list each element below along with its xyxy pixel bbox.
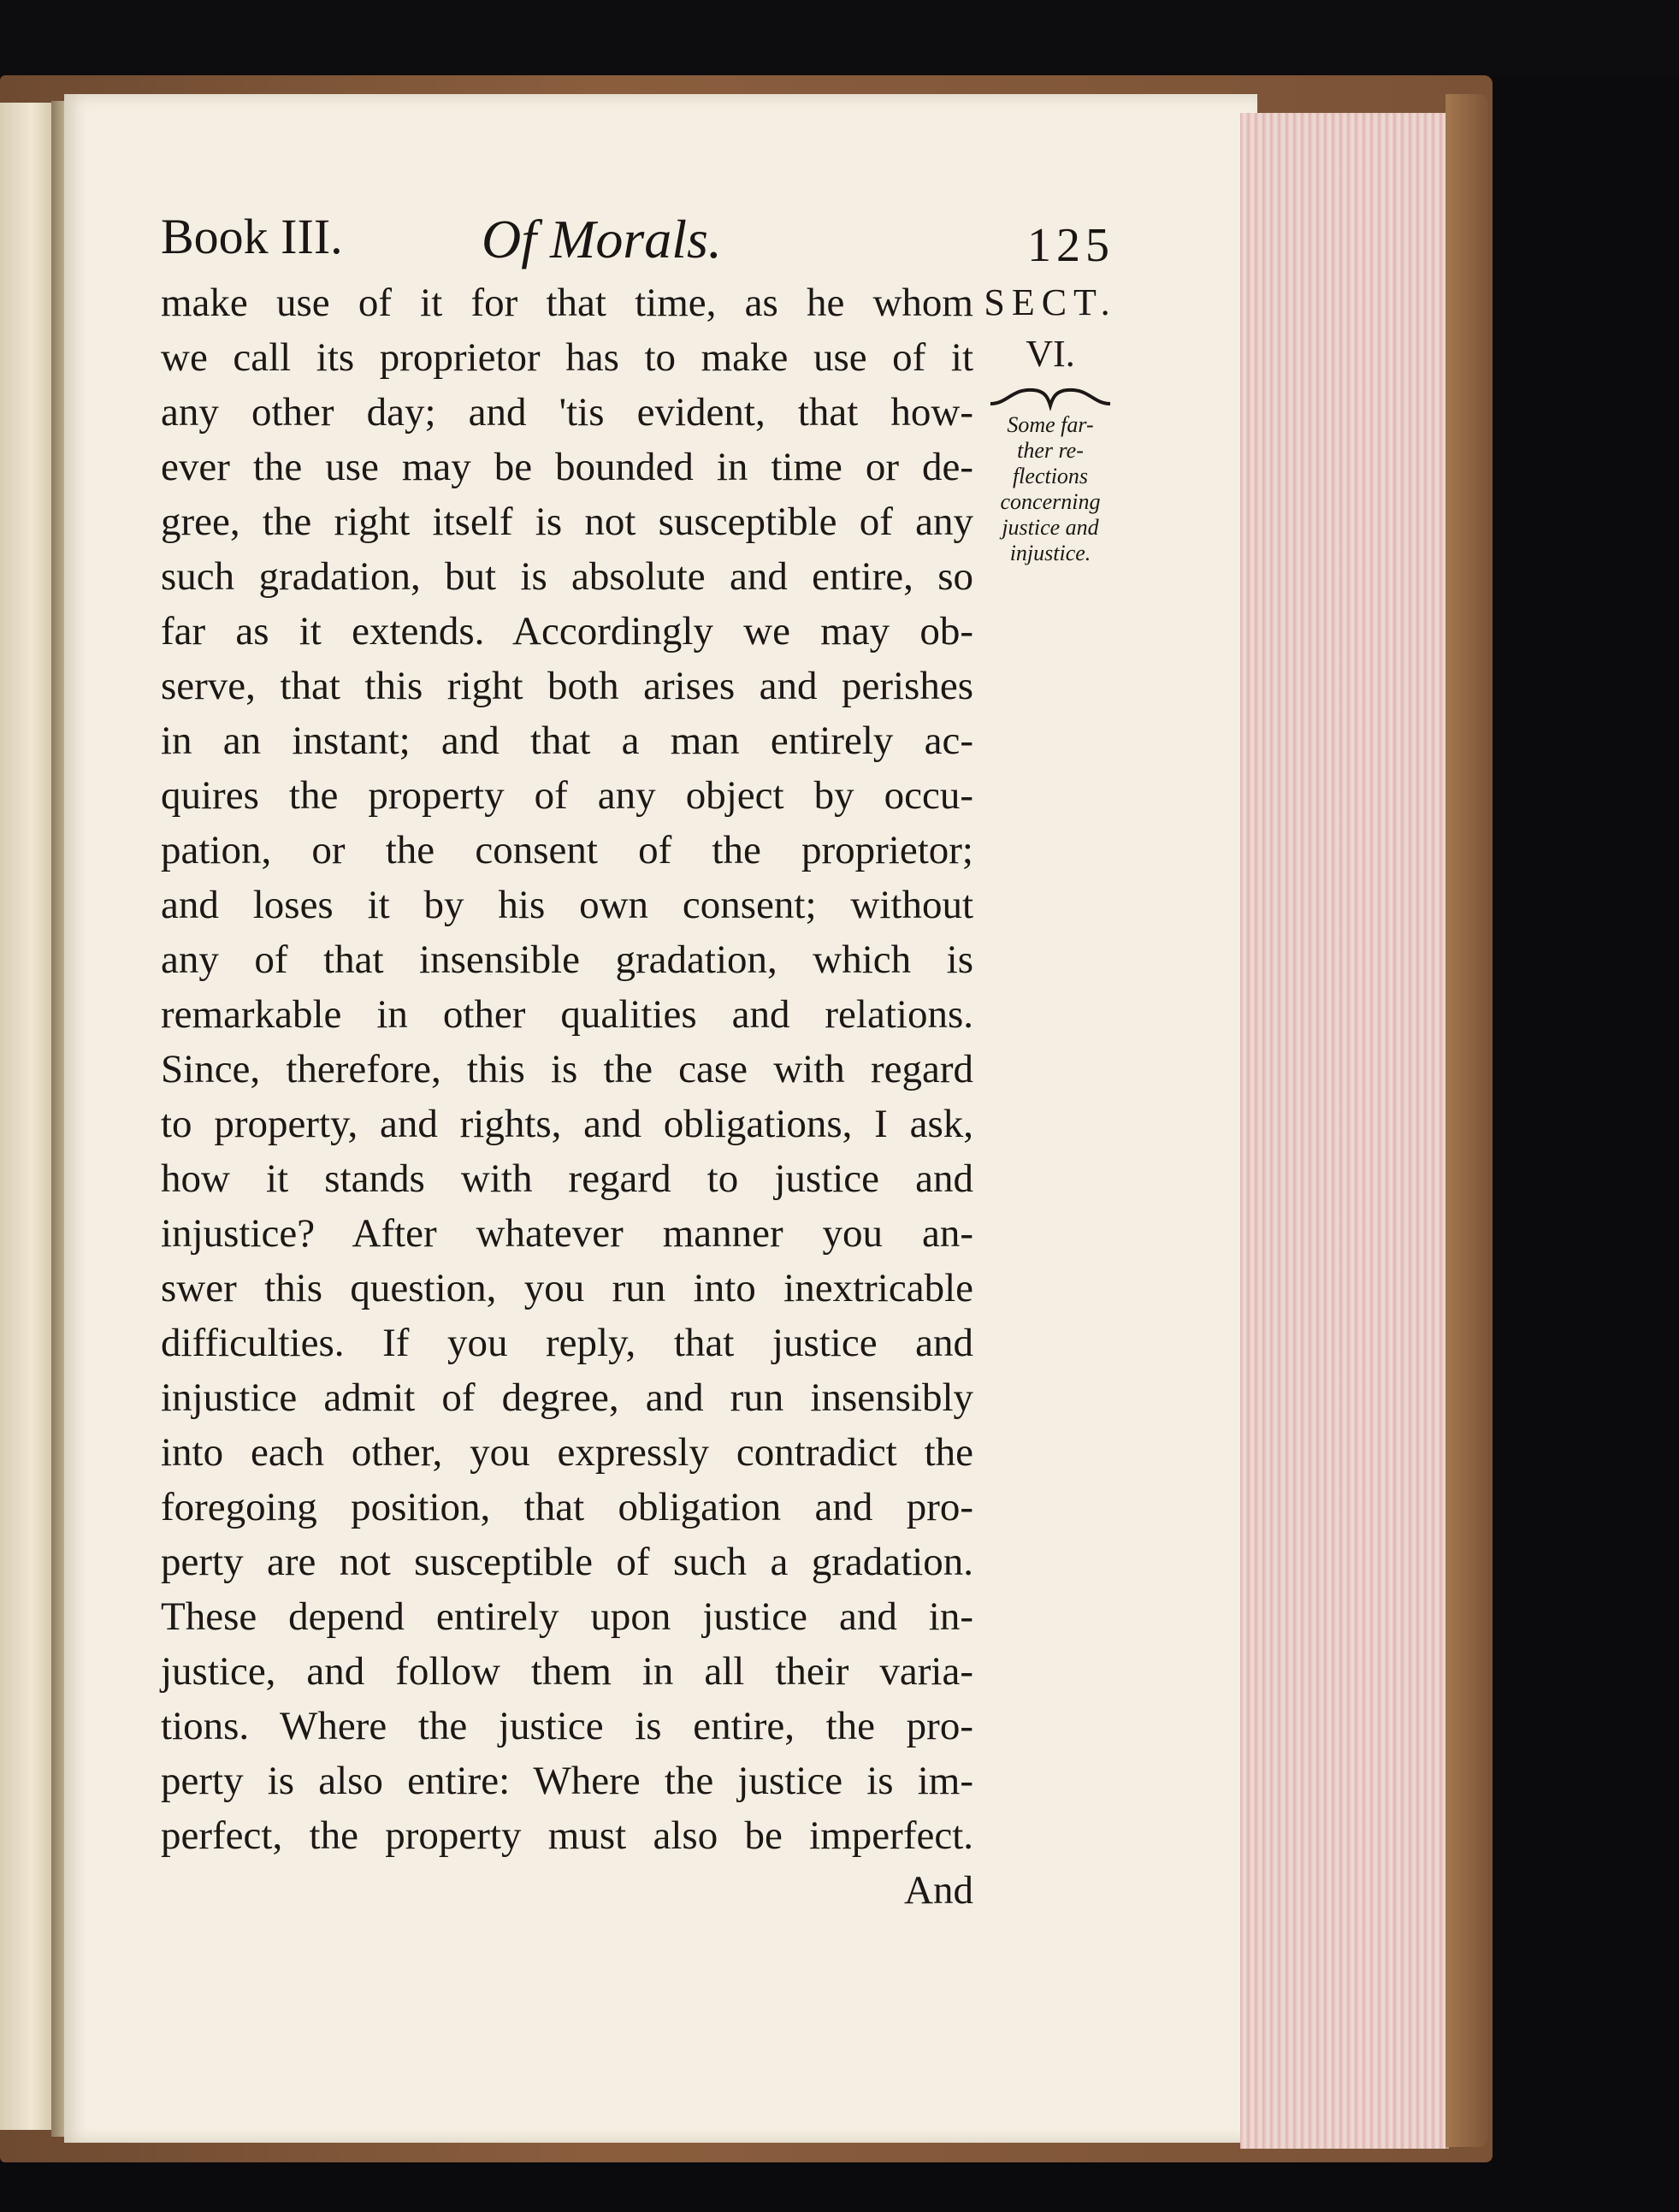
text-line: how it stands with regard to justice and [161, 1156, 973, 1201]
text-line: perty is also entire: Where the justice is im- [161, 1759, 973, 1803]
text-line: serve, that this right both arises and perishes [161, 664, 973, 708]
text-line: tions. Where the justice is entire, the pro- [161, 1704, 973, 1748]
text-line: These depend entirely upon justice and in- [161, 1594, 973, 1639]
page-edges [1240, 113, 1449, 2149]
page-number: 125 [1027, 219, 1114, 272]
background-top [0, 0, 1679, 77]
text-line: ever the use may be bounded in time or de- [161, 445, 973, 489]
text-line: swer this question, you run into inextricable [161, 1266, 973, 1310]
text-line: and loses it by his own consent; without [161, 883, 973, 927]
text-line: remarkable in other qualities and relations. [161, 992, 973, 1037]
text-line: to property, and rights, and obligations, I ask, [161, 1102, 973, 1146]
text-line: any other day; and 'tis evident, that how- [161, 390, 973, 435]
catchword: And [904, 1868, 973, 1913]
section-label: SECT. [984, 281, 1117, 323]
book-label: Book III. [161, 209, 343, 264]
text-line: justice, and follow them in all their varia- [161, 1649, 973, 1694]
text-line: pation, or the consent of the proprietor; [161, 828, 973, 872]
running-header [161, 192, 1114, 278]
note-line: justice and [1002, 515, 1099, 540]
marginal-note [973, 275, 1127, 566]
text-line: injustice? After whatever manner you an- [161, 1211, 973, 1256]
text-line: such gradation, but is absolute and entire, so [161, 554, 973, 599]
note-line: concerning [1000, 489, 1101, 514]
text-line: Since, therefore, this is the case with regard [161, 1047, 973, 1091]
body-text [161, 275, 973, 1918]
text-line: perty are not susceptible of such a gradation. [161, 1540, 973, 1584]
text-line: far as it extends. Accordingly we may ob- [161, 609, 973, 654]
text-line: perfect, the property must also be imperfect. [161, 1813, 973, 1858]
note-line: ther re- [1017, 438, 1084, 463]
note-line: Some far- [1007, 412, 1094, 437]
curly-brace-icon [986, 378, 1114, 412]
running-title: Of Morals. [482, 209, 722, 269]
text-line: any of that insensible gradation, which is [161, 937, 973, 982]
note-line: injustice. [1009, 541, 1091, 565]
text-line: we call its proprietor has to make use of it [161, 335, 973, 380]
text-line: difficulties. If you reply, that justice and [161, 1321, 973, 1365]
text-line: in an instant; and that a man entirely ac- [161, 719, 973, 763]
cover-edge [1445, 94, 1488, 2147]
section-number: VI. [1026, 333, 1075, 375]
text-line: gree, the right itself is not susceptible of any [161, 500, 973, 544]
text-line: injustice admit of degree, and run insensibly [161, 1375, 973, 1420]
note-line: flections [1012, 464, 1089, 488]
left-page-edge [0, 103, 56, 2130]
text-line: make use of it for that time, as he whom [161, 281, 973, 325]
text-line: quires the property of any object by occu- [161, 773, 973, 818]
text-line: foregoing position, that obligation and pro- [161, 1485, 973, 1529]
text-line: into each other, you expressly contradict the [161, 1430, 973, 1475]
